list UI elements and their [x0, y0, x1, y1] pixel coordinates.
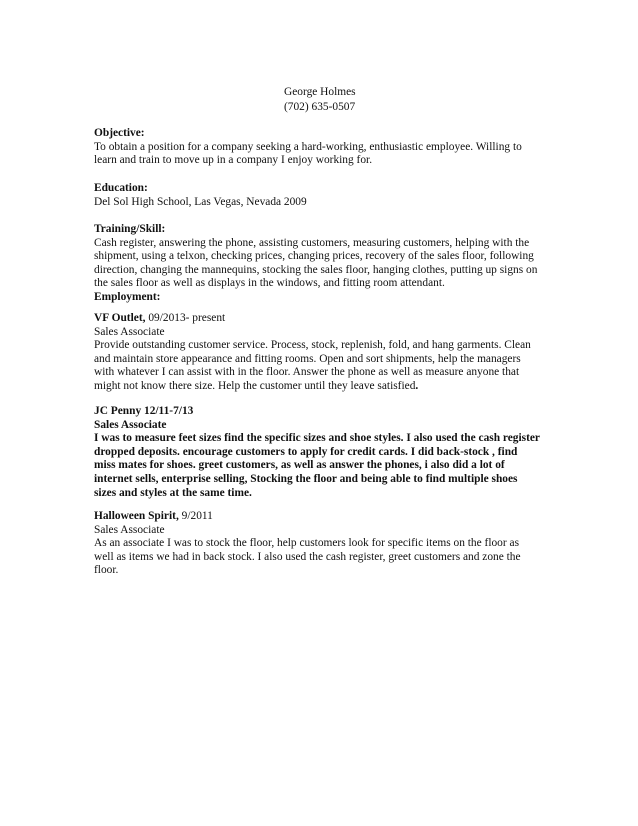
resume-header: [284, 86, 484, 115]
job-jc-penny: [94, 405, 554, 500]
job-title: Sales Associate: [94, 523, 165, 536]
education-line: Del Sol High School, Las Vegas, Nevada 2009: [94, 195, 307, 208]
training-line: direction, changing the mannequins, stocking the sales floor, hanging clothes, putting up signs on: [94, 263, 538, 276]
employer-name: Halloween Spirit,: [94, 510, 179, 522]
training-heading: Training/Skill:: [94, 223, 166, 235]
employer-name: VF Outlet,: [94, 312, 146, 324]
job-description-line: dropped deposits. encourage customers to apply for credit cards. I did back-stock , find: [94, 445, 518, 458]
job-title: Sales Associate: [94, 325, 165, 338]
job-title: Sales Associate: [94, 418, 167, 431]
job-description-line: floor.: [94, 564, 119, 577]
training-line: the sales floor as well as displays in the windows, and fitting room attendant.: [94, 277, 445, 290]
objective-line: To obtain a position for a company seeking a hard-working, enthusiastic employee. Willing to: [94, 140, 522, 153]
job-header: [94, 312, 554, 326]
job-description-line: Provide outstanding customer service. Process, stock, replenish, fold, and hang garments. Clean: [94, 339, 531, 352]
objective-line: learn and train to move up in a company I enjoy working for.: [94, 154, 373, 167]
job-dates: 9/2011: [178, 510, 213, 522]
job-description-line: well as items we had in back stock. I also used the cash register, greet customers and zone the: [94, 550, 521, 563]
job-description-line: [94, 380, 554, 394]
job-description-line: I was to measure feet sizes find the specific sizes and shoe styles. I also used the cash register: [94, 432, 540, 445]
employment-heading: Employment:: [94, 290, 161, 303]
job-header: [94, 510, 554, 524]
job-description-line: with whatever I can assist with in the floor. Answer the phone as well as measure anyone that: [94, 366, 520, 379]
education-heading: Education:: [94, 182, 148, 194]
objective-heading: Objective:: [94, 127, 145, 139]
training-line: shipment, using a telxon, checking prices, changing prices, recovery of the sales floor, following: [94, 250, 534, 263]
applicant-name: George Holmes: [284, 86, 356, 98]
job-dates: 09/2013- present: [145, 312, 226, 324]
job-vf-outlet: [94, 312, 554, 394]
applicant-phone: (702) 635-0507: [284, 100, 356, 113]
job-description-line: sizes and styles at the same time.: [94, 486, 252, 499]
end-mark: .: [415, 379, 419, 392]
education-section: [94, 182, 554, 209]
job-halloween-spirit: [94, 510, 554, 578]
job-description-line: and maintain store appearance and fitting rooms. Open and sort shipments, help the managers: [94, 352, 521, 365]
job-description-line: miss mates for shoes. greet customers, as well as answer the phones, i also did a lot of: [94, 459, 505, 472]
training-line: Cash register, answering the phone, assisting customers, measuring customers, helping with the: [94, 236, 530, 249]
objective-section: [94, 127, 554, 168]
job-description-text: might not know there size. Help the customer until they leave satisfied: [94, 379, 416, 392]
job-description-line: internet sells, enterprise selling, Stocking the floor and being able to find multiple shoes: [94, 472, 518, 485]
employer-name: JC Penny 12/11-7/13: [94, 405, 194, 417]
training-section: [94, 223, 554, 305]
job-description-line: As an associate I was to stock the floor, help customers look for specific items on the floor as: [94, 537, 520, 550]
